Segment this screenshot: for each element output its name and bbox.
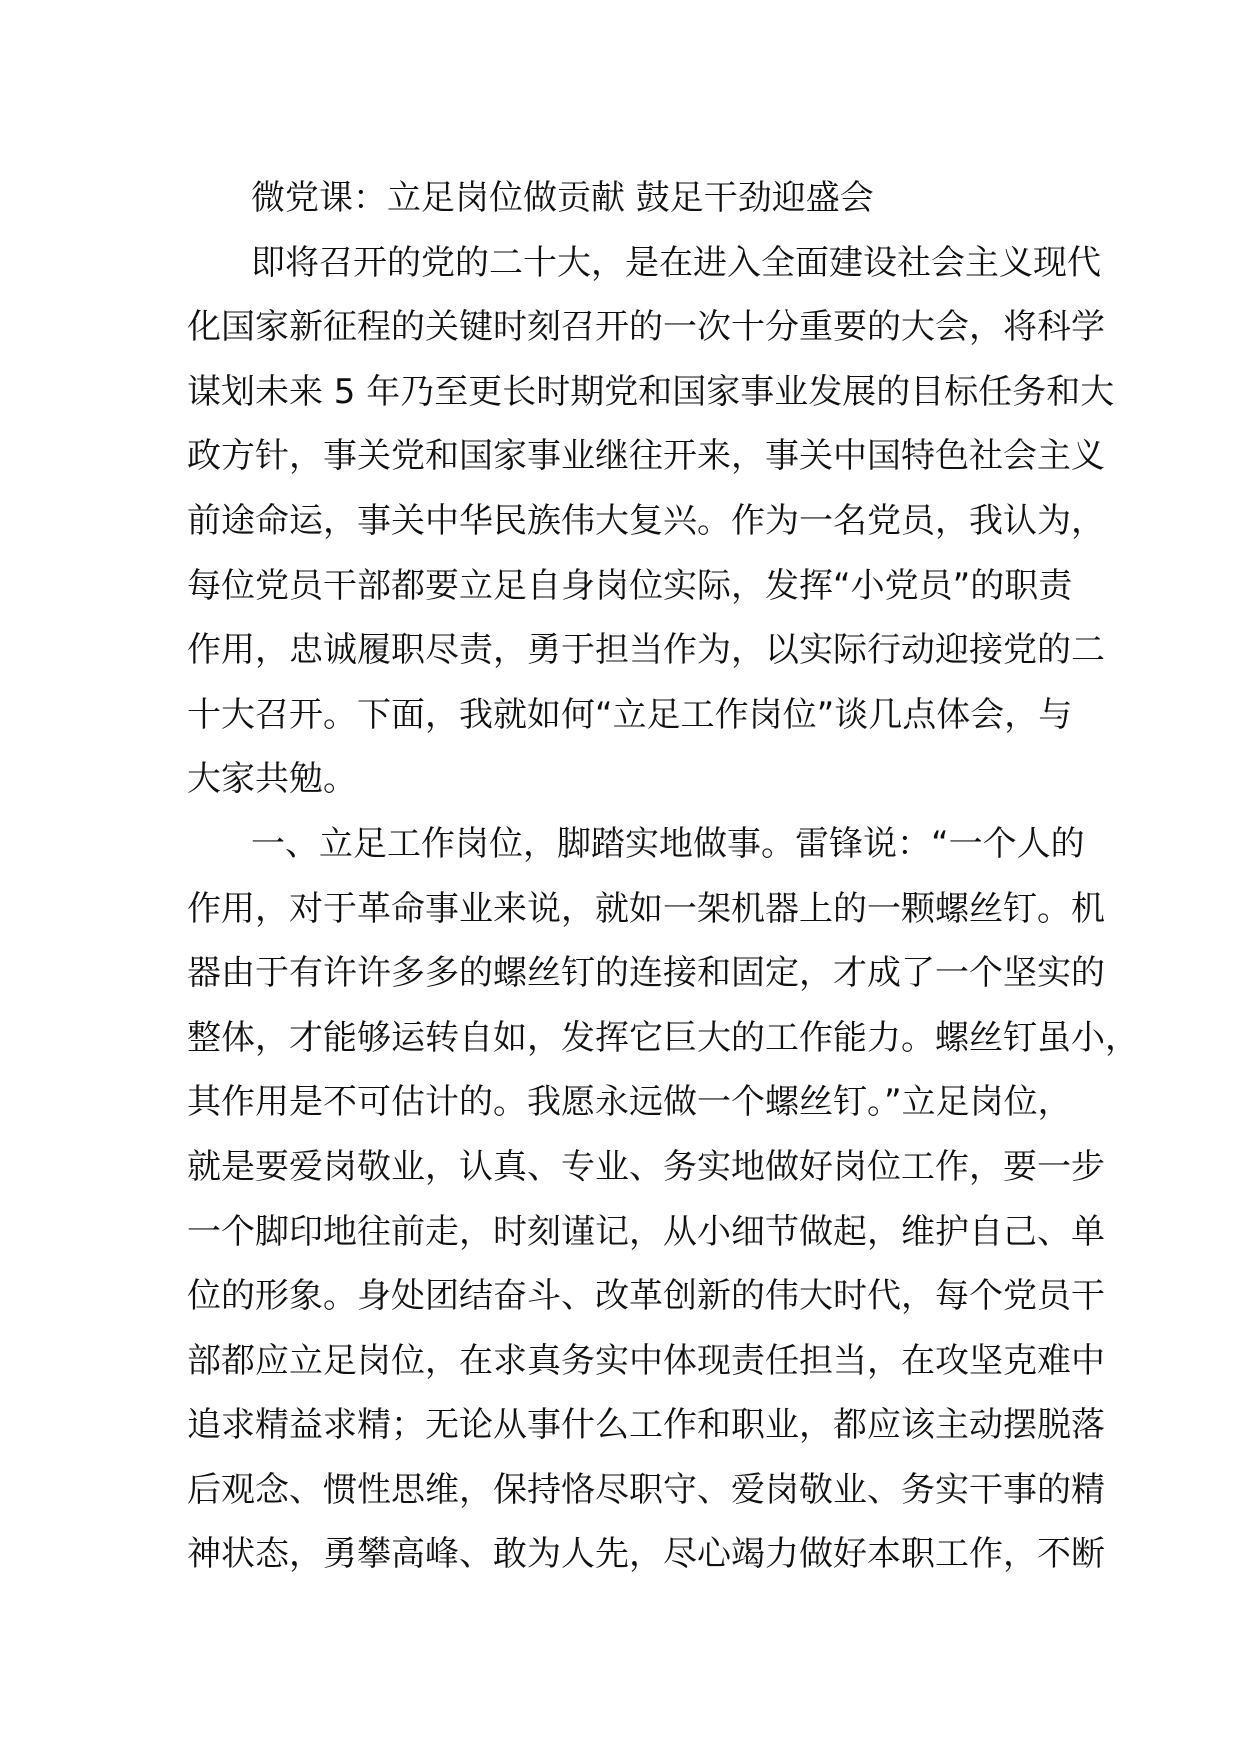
paragraph-1-line-3: 谋划未来 5 年乃至更长时期党和国家事业发展的目标任务和大 [187, 371, 1115, 412]
paragraph-1-line-6: 每位党员干部都要立足自身岗位实际，发挥“小党员”的职责 [187, 565, 1073, 606]
document-body [187, 166, 1139, 1587]
paragraph-2-line-1: 一、立足工作岗位，脚踏实地做事。雷锋说：“一个人的 [251, 823, 1085, 864]
paragraph-1-line-9: 大家共勉。 [187, 759, 357, 800]
paragraph-2-line-5: 其作用是不可估计的。我愿永远做一个螺丝钉。”立足岗位， [187, 1082, 1072, 1123]
paragraph-2-line-9: 部都应立足岗位，在求真务实中体现责任担当，在攻坚克难中 [187, 1340, 1105, 1381]
paragraph-2-line-4: 整体，才能够运转自如，发挥它巨大的工作能力。螺丝钉虽小， [187, 1017, 1139, 1058]
paragraph-1-line-1: 即将召开的党的二十大，是在进入全面建设社会主义现代 [251, 242, 1101, 283]
paragraph-2-line-3: 器由于有许许多多的螺丝钉的连接和固定，才成了一个坚实的 [187, 953, 1105, 994]
paragraph-1-line-8: 十大召开。下面，我就如何“立足工作岗位”谈几点体会，与 [187, 694, 1073, 735]
paragraph-2-line-2: 作用，对于革命事业来说，就如一架机器上的一颗螺丝钉。机 [187, 888, 1105, 929]
paragraph-2-line-11: 后观念、惯性思维，保持恪尽职守、爱岗敬业、务实干事的精 [187, 1469, 1105, 1510]
paragraph-1-line-2: 化国家新征程的关键时刻召开的一次十分重要的大会，将科学 [187, 307, 1105, 348]
paragraph-2-line-7: 一个脚印地往前走，时刻谨记，从小细节做起，维护自己、单 [187, 1211, 1105, 1252]
paragraph-2-line-8: 位的形象。身处团结奋斗、改革创新的伟大时代，每个党员干 [187, 1276, 1105, 1317]
paragraph-1-line-7: 作用，忠诚履职尽责，勇于担当作为，以实际行动迎接党的二 [187, 630, 1105, 671]
paragraph-2-line-6: 就是要爱岗敬业，认真、专业、务实地做好岗位工作，要一步 [187, 1146, 1105, 1187]
document-title: 微党课：立足岗位做贡献 鼓足干劲迎盛会 [251, 178, 874, 218]
paragraph-1-line-4: 政方针，事关党和国家事业继往开来，事关中国特色社会主义 [187, 436, 1105, 477]
paragraph-2-line-12: 神状态，勇攀高峰、敢为人先，尽心竭力做好本职工作，不断 [187, 1534, 1105, 1575]
paragraph-1-line-5: 前途命运，事关中华民族伟大复兴。作为一名党员，我认为， [187, 500, 1105, 541]
paragraph-2-line-10: 追求精益求精；无论从事什么工作和职业，都应该主动摆脱落 [187, 1405, 1105, 1446]
